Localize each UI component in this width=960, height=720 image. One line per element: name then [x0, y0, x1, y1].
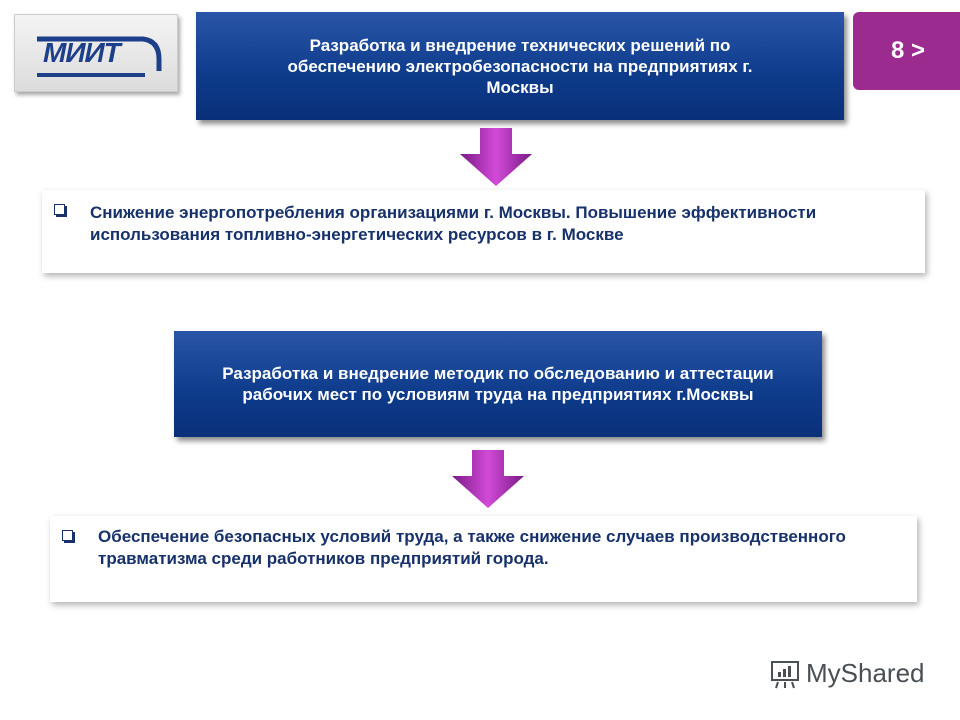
- method-title: Разработка и внедрение методик по обследованию и аттестации рабочих мест по условиям труда на предприятиях г.Москвы: [222, 364, 774, 404]
- result-box-1: [42, 190, 925, 273]
- result-text-1: Снижение энергопотребления организациями г. Москвы. Повышение эффективности использования топливно-энергетических ресурсов в г. Москве: [90, 203, 817, 244]
- result-text-2: Обеспечение безопасных условий труда, а также снижение случаев производственного травматизма среди работников предприятий города.: [98, 527, 846, 568]
- checkbox-bullet-icon: [62, 530, 73, 541]
- arrow-down-icon: [458, 126, 534, 188]
- watermark-text: MyShared: [806, 657, 925, 688]
- presentation-board-icon: [768, 656, 802, 690]
- result-box-2: [50, 516, 917, 602]
- checkbox-bullet-icon: [54, 204, 65, 215]
- method-box: [174, 331, 822, 437]
- slide-number: 8 >: [890, 37, 926, 64]
- header-box: [196, 12, 844, 120]
- header-title: Разработка и внедрение технических решений по обеспечению электробезопасности на предприятиях г. Москвы: [287, 35, 753, 97]
- logo-text: МИИТ: [43, 37, 120, 68]
- watermark: [768, 656, 925, 690]
- arrow-down-icon: [450, 448, 526, 510]
- slide-number-button[interactable]: [853, 12, 960, 90]
- miit-logo: [14, 14, 178, 92]
